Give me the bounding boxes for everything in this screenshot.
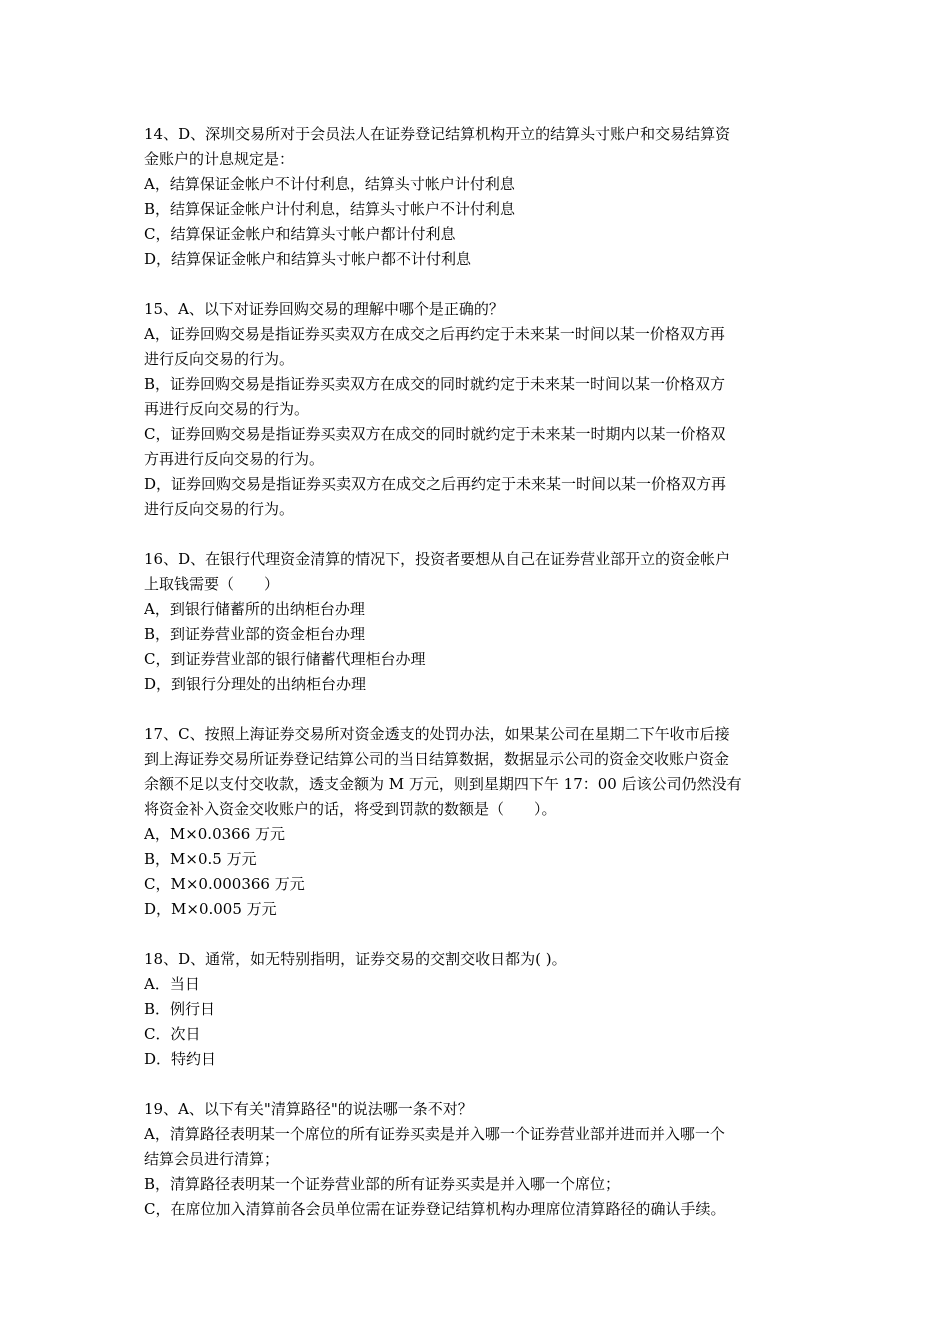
option-c: C，结算保证金帐户和结算头寸帐户都计付利息 — [144, 225, 456, 243]
option-c: C．次日 — [144, 1025, 201, 1043]
document-page — [144, 122, 816, 1247]
question-stem: 余额不足以支付交收款，透支金额为 M 万元，则到星期四下午 17：00 后该公司仍然没有 — [144, 775, 742, 793]
option-b: 再进行反向交易的行为。 — [144, 400, 310, 418]
question-16 — [144, 547, 816, 697]
option-b: B，M×0.5 万元 — [144, 850, 257, 868]
option-b: B，结算保证金帐户计付利息，结算头寸帐户不计付利息 — [144, 200, 516, 218]
question-stem: 19、A、以下有关"清算路径"的说法哪一条不对？ — [144, 1100, 473, 1118]
option-a: A，证券回购交易是指证券买卖双方在成交之后再约定于未来某一时间以某一价格双方再 — [144, 325, 725, 343]
option-d: D．特约日 — [144, 1050, 217, 1068]
question-18 — [144, 947, 816, 1072]
option-c: 方再进行反向交易的行为。 — [144, 450, 325, 468]
question-19 — [144, 1097, 816, 1222]
question-15 — [144, 297, 816, 522]
option-c: C，到证券营业部的银行储蓄代理柜台办理 — [144, 650, 426, 668]
option-b: B，到证券营业部的资金柜台办理 — [144, 625, 366, 643]
option-a: 进行反向交易的行为。 — [144, 350, 295, 368]
question-17 — [144, 722, 816, 922]
option-a: A，M×0.0366 万元 — [144, 825, 286, 843]
question-stem: 15、A、以下对证券回购交易的理解中哪个是正确的？ — [144, 300, 504, 318]
option-d: D，证券回购交易是指证券买卖双方在成交之后再约定于未来某一时间以某一价格双方再 — [144, 475, 727, 493]
question-stem: 14、D、深圳交易所对于会员法人在证券登记结算机构开立的结算头寸账户和交易结算资 — [144, 125, 731, 143]
option-b: B．例行日 — [144, 1000, 216, 1018]
option-a: A，清算路径表明某一个席位的所有证券买卖是并入哪一个证券营业部并进而并入哪一个 — [144, 1125, 725, 1143]
question-stem: 17、C、按照上海证券交易所对资金透支的处罚办法，如果某公司在星期二下午收市后接 — [144, 725, 730, 743]
option-a: A，结算保证金帐户不计付利息，结算头寸帐户计付利息 — [144, 175, 515, 193]
option-a: 结算会员进行清算； — [144, 1150, 280, 1168]
option-d: 进行反向交易的行为。 — [144, 500, 295, 518]
option-a: A．当日 — [144, 975, 200, 993]
option-a: A，到银行储蓄所的出纳柜台办理 — [144, 600, 365, 618]
option-c: C，证券回购交易是指证券买卖双方在成交的同时就约定于未来某一时期内以某一价格双 — [144, 425, 726, 443]
question-stem: 金账户的计息规定是： — [144, 150, 295, 168]
question-stem: 将资金补入资金交收账户的话，将受到罚款的数额是（ ）。 — [144, 800, 557, 818]
option-d: D，M×0.005 万元 — [144, 900, 277, 918]
option-b: B，清算路径表明某一个证券营业部的所有证券买卖是并入哪一个席位； — [144, 1175, 621, 1193]
option-d: D，到银行分理处的出纳柜台办理 — [144, 675, 367, 693]
option-c: C，在席位加入清算前各会员单位需在证券登记结算机构办理席位清算路径的确认手续。 — [144, 1200, 726, 1218]
question-stem: 到上海证券交易所证券登记结算公司的当日结算数据，数据显示公司的资金交收账户资金 — [144, 750, 730, 768]
question-14 — [144, 122, 816, 272]
option-c: C，M×0.000366 万元 — [144, 875, 305, 893]
question-stem: 上取钱需要（ ） — [144, 575, 280, 593]
question-stem: 16、D、在银行代理资金清算的情况下，投资者要想从自己在证券营业部开立的资金帐户 — [144, 550, 731, 568]
option-b: B，证券回购交易是指证券买卖双方在成交的同时就约定于未来某一时间以某一价格双方 — [144, 375, 726, 393]
option-d: D，结算保证金帐户和结算头寸帐户都不计付利息 — [144, 250, 472, 268]
question-stem: 18、D、通常，如无特别指明，证券交易的交割交收日都为( )。 — [144, 950, 567, 968]
